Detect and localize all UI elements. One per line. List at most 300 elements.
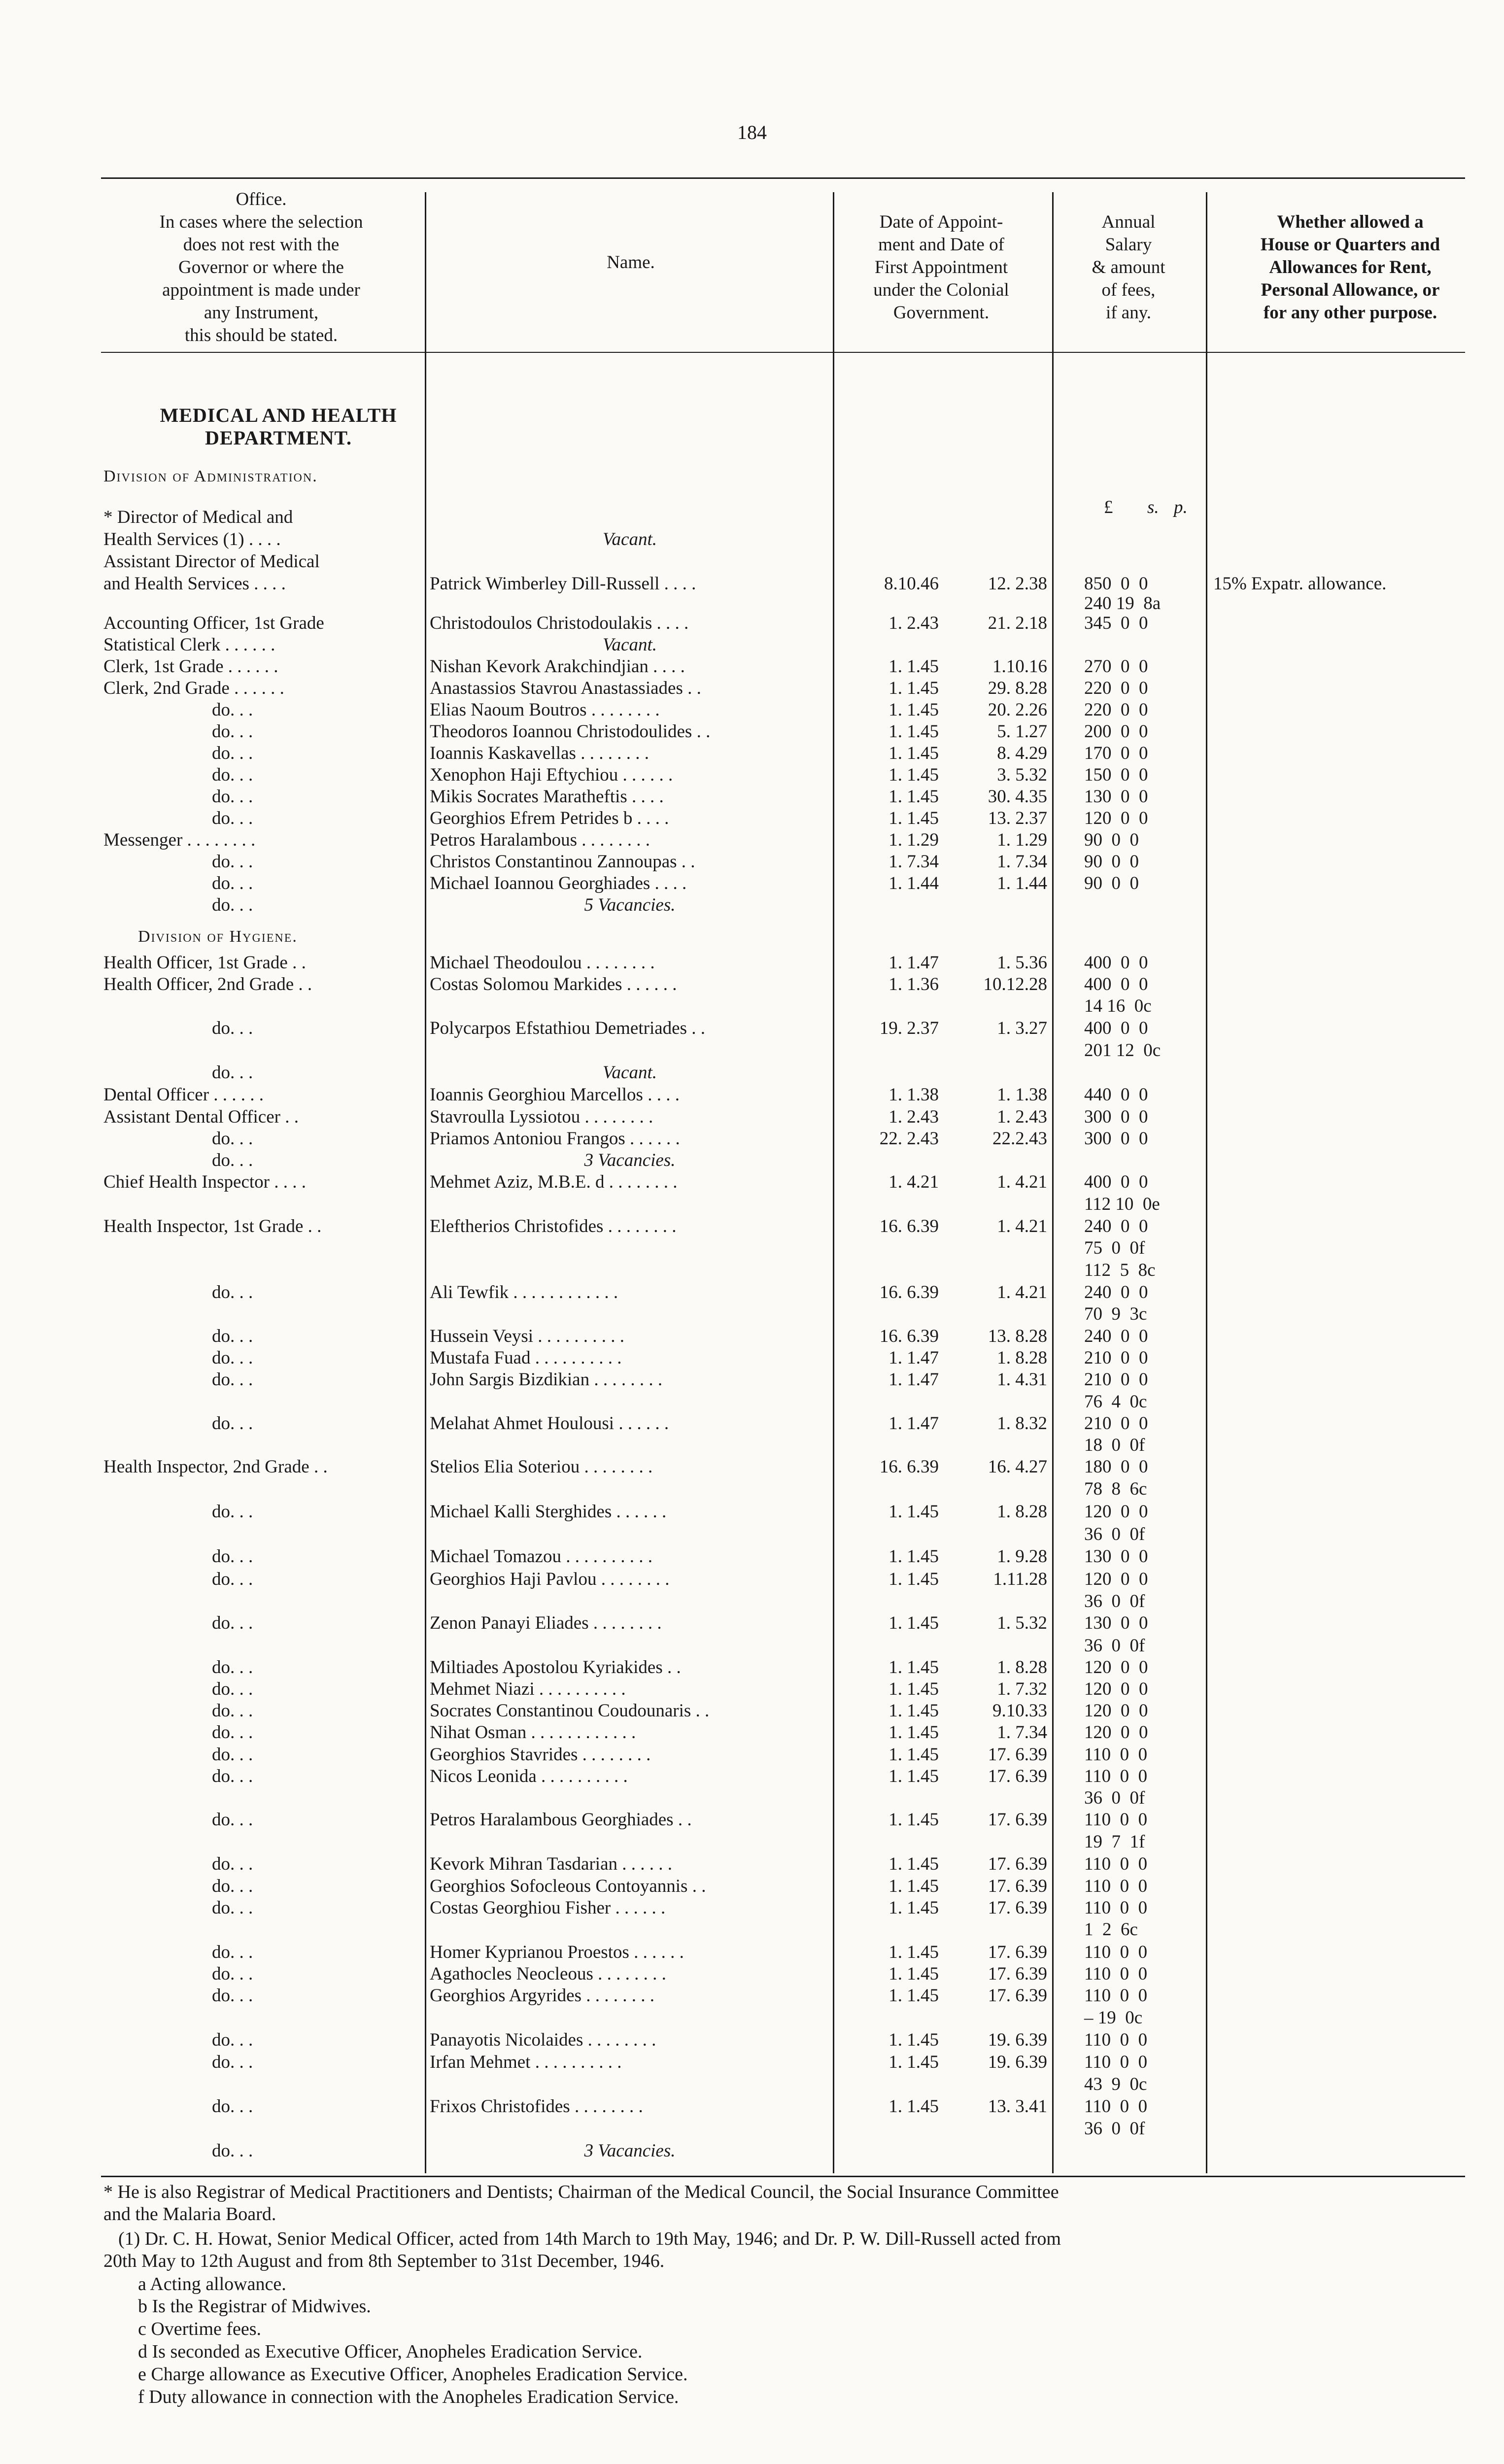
- row-salary: 130 0 0: [1084, 1546, 1148, 1567]
- col-header-line: Office.: [236, 189, 287, 209]
- row-salary: 240 19 8a: [1084, 593, 1161, 614]
- row-salary: 36 0 0f: [1084, 2119, 1145, 2139]
- row-name: 3 Vacancies.: [584, 2141, 676, 2161]
- row-office: do. . .: [212, 1369, 253, 1390]
- col-header-line: Whether allowed a: [1277, 212, 1424, 232]
- row-name: Mustafa Fuad . . . . . . . . . .: [430, 1348, 622, 1368]
- row-first-appointment: 13. 8.28: [988, 1326, 1047, 1346]
- row-first-appointment: 1. 8.28: [997, 1657, 1047, 1677]
- row-salary: 110 0 0: [1084, 2052, 1148, 2072]
- table-row: [0, 1413, 1504, 1435]
- table-row: [0, 2096, 1504, 2118]
- section-title-line: MEDICAL AND HEALTH: [160, 404, 397, 426]
- section-title-line: DEPARTMENT.: [205, 427, 352, 449]
- row-office: Health Inspector, 2nd Grade . .: [103, 1457, 328, 1477]
- row-name: Mehmet Aziz, M.B.E. d . . . . . . . .: [430, 1172, 678, 1192]
- footnote-line: 20th May to 12th August and from 8th September to 31st December, 1946.: [103, 2251, 665, 2271]
- footnote-line: and the Malaria Board.: [103, 2204, 276, 2224]
- division-heading-admin: Division of Administration.: [103, 467, 318, 485]
- row-appointment-date: 1. 1.45: [889, 787, 939, 807]
- col-header-line: & amount: [1092, 257, 1165, 277]
- row-salary: 110 0 0: [1084, 1766, 1148, 1786]
- row-salary: 240 0 0: [1084, 1216, 1148, 1236]
- row-name: Frixos Christofides . . . . . . . .: [430, 2096, 643, 2117]
- table-row: [0, 699, 1504, 721]
- row-appointment-date: 1. 1.45: [889, 1722, 939, 1743]
- row-salary: 120 0 0: [1084, 808, 1148, 828]
- row-first-appointment: 1. 4.21: [997, 1216, 1047, 1236]
- row-office: Health Officer, 2nd Grade . .: [103, 974, 312, 994]
- table-row: [0, 634, 1504, 656]
- row-first-appointment: 1. 2.43: [997, 1107, 1047, 1127]
- row-appointment-date: 1. 1.45: [889, 1745, 939, 1765]
- row-name: Vacant.: [603, 529, 657, 549]
- row-office: Statistical Clerk . . . . . .: [103, 635, 275, 655]
- row-first-appointment: 1. 4.21: [997, 1282, 1047, 1302]
- row-appointment-date: 1. 1.45: [889, 1546, 939, 1567]
- row-appointment-date: 1. 1.45: [889, 1613, 939, 1633]
- row-office: Accounting Officer, 1st Grade: [103, 613, 324, 633]
- col-header-line: Date of Appoint-: [879, 212, 1003, 232]
- col-header-line: Allowances for Rent,: [1269, 257, 1432, 277]
- row-appointment-date: 1. 1.45: [889, 1985, 939, 2006]
- row-office: Health Inspector, 1st Grade . .: [103, 1216, 322, 1236]
- footnote-line: b Is the Registrar of Midwives.: [138, 2296, 371, 2317]
- row-office: Health Officer, 1st Grade . .: [103, 953, 306, 973]
- table-row: [0, 1347, 1504, 1369]
- row-name: Vacant.: [603, 1062, 657, 1083]
- row-appointment-date: 1. 1.45: [889, 721, 939, 742]
- row-salary: 112 5 8c: [1084, 1260, 1156, 1280]
- row-salary: 110 0 0: [1084, 2096, 1148, 2117]
- row-first-appointment: 17. 6.39: [988, 1942, 1047, 1962]
- header-bottom-rule: [101, 352, 1465, 353]
- row-name: Christos Constantinou Zannoupas . .: [430, 852, 695, 872]
- row-first-appointment: 1. 5.32: [997, 1613, 1047, 1633]
- shilling-label: s.: [1147, 497, 1159, 517]
- row-salary: – 19 0c: [1084, 2008, 1143, 2028]
- row-office: do. . .: [212, 1854, 253, 1874]
- table-row: [0, 1391, 1504, 1413]
- row-appointment-date: 1. 1.45: [889, 1766, 939, 1786]
- footnote-line: a Acting allowance.: [138, 2274, 286, 2294]
- row-salary: 150 0 0: [1084, 765, 1148, 785]
- table-row: [0, 1369, 1504, 1391]
- row-first-appointment: 10.12.28: [983, 974, 1047, 994]
- row-salary: 120 0 0: [1084, 1502, 1148, 1522]
- table-row: [0, 1501, 1504, 1523]
- row-office: do. . .: [212, 1701, 253, 1721]
- row-first-appointment: 1. 8.28: [997, 1348, 1047, 1368]
- row-first-appointment: 1. 7.34: [997, 852, 1047, 872]
- row-name: 3 Vacancies.: [584, 1150, 676, 1170]
- row-first-appointment: 1. 5.36: [997, 953, 1047, 973]
- row-appointment-date: 1. 1.47: [889, 953, 939, 973]
- row-office: do. . .: [212, 1129, 253, 1149]
- row-office: do. . .: [212, 1326, 253, 1346]
- row-name: Eleftherios Christofides . . . . . . . .: [430, 1216, 677, 1236]
- row-salary: 110 0 0: [1084, 1942, 1148, 1962]
- table-row: [0, 1569, 1504, 1590]
- row-name: Vacant.: [603, 635, 657, 655]
- row-name: Socrates Constantinou Coudounaris . .: [430, 1701, 710, 1721]
- row-office: do. . .: [212, 1745, 253, 1765]
- row-appointment-date: 1. 4.21: [889, 1172, 939, 1192]
- table-row: [0, 721, 1504, 743]
- row-appointment-date: 1. 1.45: [889, 1701, 939, 1721]
- table-row: [0, 1084, 1504, 1106]
- row-salary: 130 0 0: [1084, 787, 1148, 807]
- row-office: do. . .: [212, 2052, 253, 2072]
- row-appointment-date: 1. 1.45: [889, 743, 939, 763]
- row-first-appointment: 1. 1.38: [997, 1085, 1047, 1105]
- row-first-appointment: 1. 1.29: [997, 830, 1047, 850]
- row-salary: 850 0 0: [1084, 574, 1148, 594]
- row-salary: 300 0 0: [1084, 1107, 1148, 1127]
- table-row: [0, 1106, 1504, 1128]
- row-name: Michael Ioannou Georghiades . . . .: [430, 873, 687, 893]
- table-row: [0, 2007, 1504, 2029]
- row-appointment-date: 1. 1.45: [889, 1964, 939, 1984]
- table-row: [0, 1478, 1504, 1500]
- row-appointment-date: 16. 6.39: [879, 1216, 939, 1236]
- row-salary: 400 0 0: [1084, 1018, 1148, 1038]
- row-salary: 110 0 0: [1084, 1854, 1148, 1874]
- row-first-appointment: 1. 4.21: [997, 1172, 1047, 1192]
- row-name: Michael Kalli Sterghides . . . . . .: [430, 1502, 667, 1522]
- row-appointment-date: 16. 6.39: [879, 1282, 939, 1302]
- row-name: Georghios Argyrides . . . . . . . .: [430, 1985, 654, 2006]
- row-first-appointment: 20. 2.26: [988, 700, 1047, 720]
- row-name: Panayotis Nicolaides . . . . . . . .: [430, 2030, 656, 2050]
- row-first-appointment: 22.2.43: [992, 1129, 1047, 1149]
- table-row: [0, 1657, 1504, 1678]
- row-name: Georghios Stavrides . . . . . . . .: [430, 1745, 651, 1765]
- row-name: Nicos Leonida . . . . . . . . . .: [430, 1766, 628, 1786]
- row-salary: 110 0 0: [1084, 1876, 1148, 1896]
- table-row: [0, 1128, 1504, 1150]
- row-office: do. . .: [212, 1348, 253, 1368]
- col-header-line: Annual: [1101, 212, 1156, 232]
- col-header-line: for any other purpose.: [1263, 303, 1437, 323]
- row-office: do. . .: [212, 1942, 253, 1962]
- table-row: [0, 573, 1504, 595]
- row-first-appointment: 17. 6.39: [988, 1985, 1047, 2006]
- table-row: [0, 1809, 1504, 1831]
- table-row: [0, 764, 1504, 786]
- row-office: do. . .: [212, 1898, 253, 1918]
- row-appointment-date: 1. 2.43: [889, 613, 939, 633]
- row-salary: 18 0 0f: [1084, 1435, 1145, 1455]
- row-appointment-date: 1. 1.29: [889, 830, 939, 850]
- table-row: [0, 551, 1504, 573]
- footnote-line: (1) Dr. C. H. Howat, Senior Medical Officer, acted from 14th March to 19th May, 1946; and Dr. P. W. Dill-Russell acted from: [118, 2228, 1061, 2249]
- col-header-line: Personal Allowance, or: [1261, 280, 1440, 300]
- table-row: [0, 1744, 1504, 1766]
- row-office: do. . .: [212, 1679, 253, 1699]
- row-salary: 400 0 0: [1084, 1172, 1148, 1192]
- row-name: Xenophon Haji Eftychiou . . . . . .: [430, 765, 673, 785]
- row-first-appointment: 1. 4.31: [997, 1369, 1047, 1390]
- row-office: do. . .: [212, 1722, 253, 1743]
- row-name: Priamos Antoniou Frangos . . . . . .: [430, 1129, 680, 1149]
- col-header-line: of fees,: [1101, 280, 1156, 300]
- row-first-appointment: 1.11.28: [993, 1569, 1047, 1589]
- table-row: [0, 1194, 1504, 1215]
- row-first-appointment: 17. 6.39: [988, 1810, 1047, 1830]
- col-header-line: this should be stated.: [184, 325, 338, 345]
- division-heading-hygiene: Division of Hygiene.: [138, 927, 298, 946]
- row-first-appointment: 17. 6.39: [988, 1766, 1047, 1786]
- row-first-appointment: 19. 6.39: [988, 2030, 1047, 2050]
- row-appointment-date: 16. 6.39: [879, 1457, 939, 1477]
- col-header-line: any Instrument,: [204, 303, 319, 323]
- table-row: [0, 894, 1504, 916]
- row-office: do. . .: [212, 1985, 253, 2006]
- table-row: [0, 829, 1504, 851]
- row-appointment-date: 1. 1.45: [889, 1569, 939, 1589]
- table-row: [0, 613, 1504, 634]
- table-row: [0, 873, 1504, 894]
- row-salary: 120 0 0: [1084, 1701, 1148, 1721]
- table-row: [0, 743, 1504, 764]
- row-salary: 110 0 0: [1084, 2030, 1148, 2050]
- row-salary: 19 7 1f: [1084, 1832, 1145, 1852]
- row-appointment-date: 1. 1.45: [889, 808, 939, 828]
- col-header-name: [429, 251, 833, 274]
- row-salary: 345 0 0: [1084, 613, 1148, 633]
- table-row: [0, 1985, 1504, 2007]
- col-header-allowances: [1212, 211, 1488, 324]
- row-salary: 220 0 0: [1084, 700, 1148, 720]
- row-name: Ioannis Georghiou Marcellos . . . .: [430, 1085, 680, 1105]
- row-salary: 200 0 0: [1084, 721, 1148, 742]
- row-name: Ali Tewfik . . . . . . . . . . . .: [430, 1282, 618, 1302]
- row-salary: 1 2 6c: [1084, 1919, 1138, 1940]
- table-row: [0, 1456, 1504, 1478]
- footnote-line: c Overtime fees.: [138, 2319, 262, 2339]
- row-salary: 78 8 6c: [1084, 1479, 1147, 1499]
- row-salary: 110 0 0: [1084, 1964, 1148, 1984]
- col-header-line: does not rest with the: [183, 235, 340, 255]
- row-appointment-date: 1. 1.45: [889, 2030, 939, 2050]
- row-salary: 270 0 0: [1084, 656, 1148, 677]
- table-row: [0, 1040, 1504, 1061]
- table-row: [0, 507, 1504, 528]
- row-salary: 400 0 0: [1084, 953, 1148, 973]
- table-row: [0, 1678, 1504, 1700]
- row-first-appointment: 17. 6.39: [988, 1854, 1047, 1874]
- col-header-line: under the Colonial: [873, 280, 1009, 300]
- row-office: do. . .: [212, 1413, 253, 1434]
- row-salary: 110 0 0: [1084, 1745, 1148, 1765]
- row-name: Irfan Mehmet . . . . . . . . . .: [430, 2052, 622, 2072]
- col-header-line: if any.: [1105, 303, 1152, 323]
- row-name: Zenon Panayi Eliades . . . . . . . .: [430, 1613, 662, 1633]
- table-row: [0, 1435, 1504, 1456]
- row-office: Health Services (1) . . . .: [103, 529, 281, 549]
- row-name: 5 Vacancies.: [584, 895, 676, 915]
- col-header-salary: [1055, 211, 1202, 324]
- row-first-appointment: 16. 4.27: [988, 1457, 1047, 1477]
- row-office: do. . .: [212, 1569, 253, 1589]
- table-top-rule: [101, 177, 1465, 179]
- col-header-date: [838, 211, 1045, 324]
- row-first-appointment: 30. 4.35: [988, 787, 1047, 807]
- row-appointment-date: 19. 2.37: [879, 1018, 939, 1038]
- table-row: [0, 2074, 1504, 2095]
- row-name: Nihat Osman . . . . . . . . . . . .: [430, 1722, 636, 1743]
- col-header-name-text: Name.: [607, 252, 655, 273]
- row-name: Hussein Veysi . . . . . . . . . .: [430, 1326, 625, 1346]
- row-appointment-date: 1. 1.45: [889, 1898, 939, 1918]
- row-first-appointment: 8. 4.29: [997, 743, 1047, 763]
- footnote-line: e Charge allowance as Executive Officer, Anopheles Eradication Service.: [138, 2364, 688, 2385]
- row-office: Clerk, 2nd Grade . . . . . .: [103, 678, 284, 698]
- table-row: [0, 1919, 1504, 1941]
- col-header-line: Salary: [1105, 235, 1152, 255]
- row-name: Stelios Elia Soteriou . . . . . . . .: [430, 1457, 653, 1477]
- row-name: Costas Solomou Markides . . . . . .: [430, 974, 677, 994]
- row-office: Assistant Director of Medical: [103, 551, 320, 572]
- row-name: Michael Theodoulou . . . . . . . .: [430, 953, 655, 973]
- row-appointment-date: 1. 1.38: [889, 1085, 939, 1105]
- row-appointment-date: 1. 1.47: [889, 1348, 939, 1368]
- footnote-rule: [101, 2176, 1465, 2177]
- col-header-line: House or Quarters and: [1260, 235, 1440, 255]
- row-name: Agathocles Neocleous . . . . . . . .: [430, 1964, 666, 1984]
- row-first-appointment: 1. 3.27: [997, 1018, 1047, 1038]
- table-row: [0, 1766, 1504, 1787]
- table-row: [0, 1062, 1504, 1084]
- row-office: do. . .: [212, 1766, 253, 1786]
- table-row: [0, 952, 1504, 974]
- row-office: do. . .: [212, 1282, 253, 1302]
- row-first-appointment: 1. 8.28: [997, 1502, 1047, 1522]
- table-row: [0, 786, 1504, 808]
- row-salary: 300 0 0: [1084, 1129, 1148, 1149]
- row-salary: 210 0 0: [1084, 1369, 1148, 1390]
- row-office: do. . .: [212, 1546, 253, 1567]
- table-row: [0, 808, 1504, 829]
- row-appointment-date: 1. 1.45: [889, 678, 939, 698]
- table-row: [0, 1326, 1504, 1347]
- row-salary: 120 0 0: [1084, 1679, 1148, 1699]
- row-office: do. . .: [212, 1876, 253, 1896]
- row-office: do. . .: [212, 1018, 253, 1038]
- row-office: do. . .: [212, 895, 253, 915]
- table-row: [0, 2140, 1504, 2162]
- pence-label: p.: [1174, 497, 1188, 517]
- row-appointment-date: 1. 1.45: [889, 700, 939, 720]
- col-header-line: appointment is made under: [162, 280, 360, 300]
- col-header-office: [99, 188, 424, 347]
- section-title: [123, 404, 434, 449]
- row-salary: 400 0 0: [1084, 974, 1148, 994]
- row-name: Elias Naoum Boutros . . . . . . . .: [430, 700, 660, 720]
- row-salary: 120 0 0: [1084, 1657, 1148, 1677]
- row-first-appointment: 17. 6.39: [988, 1898, 1047, 1918]
- row-office: do. . .: [212, 2096, 253, 2117]
- row-first-appointment: 13. 3.41: [988, 2096, 1047, 2117]
- table-row: [0, 1700, 1504, 1722]
- row-office: do. . .: [212, 2030, 253, 2050]
- row-first-appointment: 1. 9.28: [997, 1546, 1047, 1567]
- row-salary: 76 4 0c: [1084, 1392, 1147, 1412]
- table-row: [0, 1897, 1504, 1919]
- row-name: Kevork Mihran Tasdarian . . . . . .: [430, 1854, 673, 1874]
- row-salary: 36 0 0f: [1084, 1524, 1145, 1544]
- row-appointment-date: 1. 1.47: [889, 1369, 939, 1390]
- row-office: do. . .: [212, 852, 253, 872]
- row-name: Georghios Haji Pavlou . . . . . . . .: [430, 1569, 670, 1589]
- row-name: Patrick Wimberley Dill-Russell . . . .: [430, 574, 696, 594]
- row-office: do. . .: [212, 721, 253, 742]
- row-first-appointment: 17. 6.39: [988, 1745, 1047, 1765]
- row-first-appointment: 21. 2.18: [988, 613, 1047, 633]
- row-first-appointment: 13. 2.37: [988, 808, 1047, 828]
- table-row: [0, 1876, 1504, 1897]
- row-salary: 112 10 0e: [1084, 1194, 1160, 1214]
- row-salary: 180 0 0: [1084, 1457, 1148, 1477]
- row-office: Messenger . . . . . . . .: [103, 830, 256, 850]
- table-row: [0, 656, 1504, 678]
- row-salary: 210 0 0: [1084, 1413, 1148, 1434]
- row-salary: 14 16 0c: [1084, 996, 1152, 1016]
- row-first-appointment: 1. 8.32: [997, 1413, 1047, 1434]
- row-salary: 440 0 0: [1084, 1085, 1148, 1105]
- pound-sign: £: [1104, 497, 1113, 517]
- row-name: Georghios Sofocleous Contoyannis . .: [430, 1876, 706, 1896]
- table-row: [0, 1018, 1504, 1039]
- table-row: [0, 851, 1504, 873]
- row-salary: 240 0 0: [1084, 1326, 1148, 1346]
- footnote-line: d Is seconded as Executive Officer, Anopheles Eradication Service.: [138, 2341, 643, 2362]
- row-appointment-date: 1. 1.36: [889, 974, 939, 994]
- row-salary: 110 0 0: [1084, 1810, 1148, 1830]
- row-appointment-date: 1. 7.34: [889, 852, 939, 872]
- table-row: [0, 1635, 1504, 1657]
- table-row: [0, 1853, 1504, 1875]
- row-office: do. . .: [212, 1062, 253, 1083]
- row-appointment-date: 1. 1.45: [889, 1854, 939, 1874]
- row-first-appointment: 17. 6.39: [988, 1876, 1047, 1896]
- row-name: Mikis Socrates Maratheftis . . . .: [430, 787, 664, 807]
- row-salary: 70 9 3c: [1084, 1304, 1147, 1324]
- row-office: do. . .: [212, 1613, 253, 1633]
- row-office: Clerk, 1st Grade . . . . . .: [103, 656, 278, 677]
- row-salary: 120 0 0: [1084, 1569, 1148, 1589]
- table-row: [0, 1612, 1504, 1634]
- footnote-line: * He is also Registrar of Medical Practitioners and Dentists; Chairman of the Medical Council, the Social Insurance Committee: [103, 2182, 1059, 2202]
- row-salary: 90 0 0: [1084, 830, 1139, 850]
- row-name: Georghios Efrem Petrides b . . . .: [430, 808, 669, 828]
- table-row: [0, 1787, 1504, 1809]
- row-first-appointment: 17. 6.39: [988, 1964, 1047, 1984]
- row-office: * Director of Medical and: [103, 507, 293, 527]
- table-row: [0, 1260, 1504, 1281]
- table-row: [0, 995, 1504, 1017]
- row-salary: 110 0 0: [1084, 1898, 1148, 1918]
- table-row: [0, 1171, 1504, 1193]
- row-salary: 43 9 0c: [1084, 2074, 1147, 2094]
- col-header-line: Government.: [893, 303, 990, 323]
- row-appointment-date: 1. 1.47: [889, 1413, 939, 1434]
- table-row: [0, 2118, 1504, 2140]
- row-appointment-date: 1. 2.43: [889, 1107, 939, 1127]
- col-header-line: First Appointment: [874, 257, 1008, 277]
- row-allowance: 15% Expatr. allowance.: [1213, 574, 1387, 594]
